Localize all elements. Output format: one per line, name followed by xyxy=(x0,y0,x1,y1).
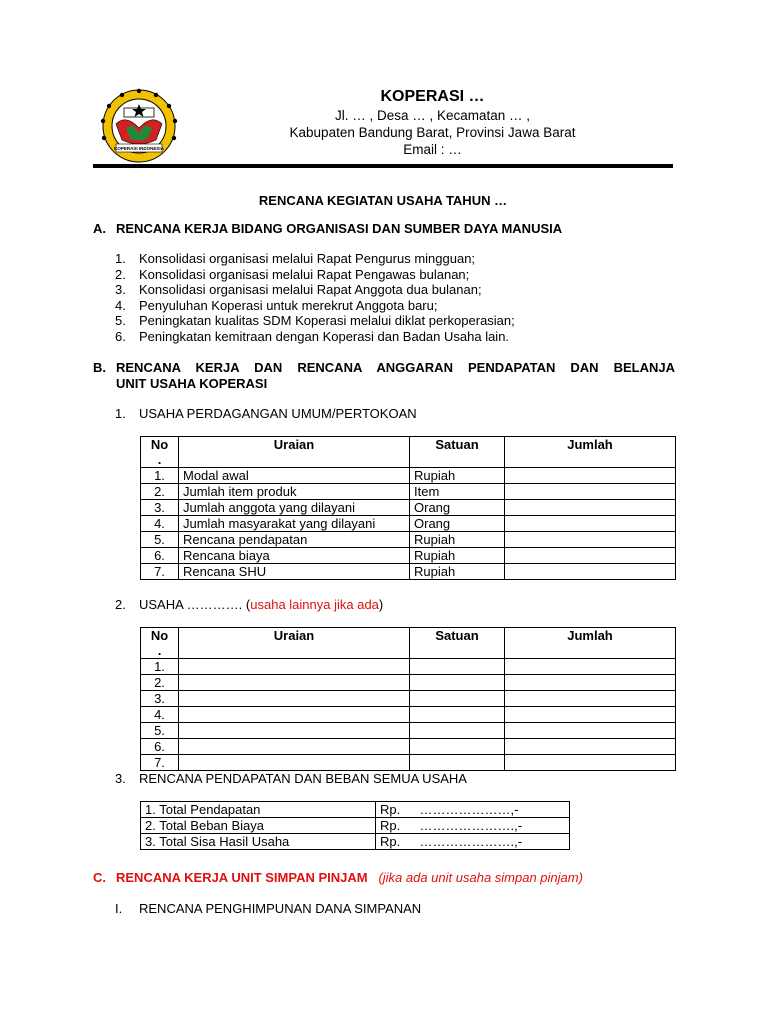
cell-no: 4. xyxy=(141,516,179,532)
subsection-number: 1. xyxy=(115,406,126,421)
table-row xyxy=(141,484,676,500)
cell-jumlah xyxy=(505,516,676,532)
cell-no: 2. xyxy=(141,484,179,500)
cell-jumlah xyxy=(505,707,676,723)
column-header-jumlah: Jumlah xyxy=(505,628,676,659)
table-row xyxy=(141,691,676,707)
list-item xyxy=(115,313,515,328)
cell-uraian xyxy=(179,723,410,739)
cell-jumlah xyxy=(505,532,676,548)
table-row xyxy=(141,532,676,548)
cell-no: 5. xyxy=(141,723,179,739)
email-line: Email : … xyxy=(403,142,462,157)
column-header-uraian: Uraian xyxy=(179,437,410,468)
table-row xyxy=(141,548,676,564)
cell-uraian: Jumlah anggota yang dilayani xyxy=(179,500,410,516)
column-header-satuan: Satuan xyxy=(410,437,505,468)
table-row xyxy=(141,818,570,834)
list-number: 1. xyxy=(115,251,126,266)
note-paren-open: ( xyxy=(245,597,251,612)
koperasi-logo-icon xyxy=(96,88,182,164)
table-row xyxy=(141,659,676,675)
cell-uraian: Modal awal xyxy=(179,468,410,484)
list-number: 2. xyxy=(115,267,126,282)
table-row xyxy=(141,739,676,755)
cell-uraian: Jumlah masyarakat yang dilayani xyxy=(179,516,410,532)
table-row xyxy=(141,723,676,739)
list-item xyxy=(115,251,475,266)
table-row xyxy=(141,707,676,723)
cell-jumlah xyxy=(505,659,676,675)
cell-satuan: Rupiah xyxy=(410,548,505,564)
cell-no: 7. xyxy=(141,564,179,580)
cell-amount: ………………….,- xyxy=(416,818,570,834)
list-item xyxy=(115,282,482,297)
subsection-note: usaha lainnya jika ada xyxy=(250,597,379,612)
list-text: Peningkatan kualitas SDM Koperasi melalui diklat perkoperasian; xyxy=(139,313,515,328)
table-row xyxy=(141,500,676,516)
cell-currency: Rp. xyxy=(376,834,416,850)
subsection-number: 2. xyxy=(115,597,126,612)
section-letter: B. xyxy=(93,360,106,375)
column-header-uraian: Uraian xyxy=(179,628,410,659)
column-header-jumlah: Jumlah xyxy=(505,437,676,468)
cell-no: 7. xyxy=(141,755,179,771)
section-title-line-2: UNIT USAHA KOPERASI xyxy=(116,376,268,391)
cell-satuan xyxy=(410,675,505,691)
cell-uraian xyxy=(179,707,410,723)
table-row xyxy=(141,802,570,818)
cell-no: 2. xyxy=(141,675,179,691)
subsection-2-heading xyxy=(115,597,383,612)
cell-jumlah xyxy=(505,500,676,516)
table-row xyxy=(141,468,676,484)
section-letter: C. xyxy=(93,870,106,885)
cell-jumlah xyxy=(505,675,676,691)
cell-satuan xyxy=(410,659,505,675)
header-divider xyxy=(93,164,673,168)
list-text: Penyuluhan Koperasi untuk merekrut Anggota baru; xyxy=(139,298,438,313)
column-header-satuan: Satuan xyxy=(410,628,505,659)
cell-label: 1. Total Pendapatan xyxy=(141,802,376,818)
table-row xyxy=(141,564,676,580)
cell-no: 6. xyxy=(141,548,179,564)
cell-uraian: Rencana SHU xyxy=(179,564,410,580)
subsection-title: RENCANA PENDAPATAN DAN BEBAN SEMUA USAHA xyxy=(139,771,467,786)
usaha-lainnya-table xyxy=(140,627,676,771)
list-number: 6. xyxy=(115,329,126,344)
cell-satuan: Item xyxy=(410,484,505,500)
subsection-title: RENCANA PENGHIMPUNAN DANA SIMPANAN xyxy=(139,901,422,916)
cell-satuan: Orang xyxy=(410,516,505,532)
cell-jumlah xyxy=(505,755,676,771)
note-paren-close: ) xyxy=(378,597,384,612)
table-header-row xyxy=(141,628,676,659)
table-row xyxy=(141,755,676,771)
cell-label: 2. Total Beban Biaya xyxy=(141,818,376,834)
table-header-row xyxy=(141,437,676,468)
cell-uraian xyxy=(179,755,410,771)
subsection-number: I. xyxy=(115,901,123,916)
cell-uraian xyxy=(179,659,410,675)
cell-jumlah xyxy=(505,564,676,580)
pendapatan-beban-table xyxy=(140,801,570,850)
subsection-1-heading xyxy=(115,406,417,421)
cell-label: 3. Total Sisa Hasil Usaha xyxy=(141,834,376,850)
cell-jumlah xyxy=(505,468,676,484)
table-row xyxy=(141,675,676,691)
cell-no: 3. xyxy=(141,500,179,516)
cell-uraian xyxy=(179,739,410,755)
list-item xyxy=(115,267,469,282)
cell-currency: Rp. xyxy=(376,818,416,834)
cell-no: 5. xyxy=(141,532,179,548)
cell-no: 6. xyxy=(141,739,179,755)
section-c-title-wrap xyxy=(116,870,675,885)
cell-no: 3. xyxy=(141,691,179,707)
column-header-no: No . xyxy=(141,628,179,659)
list-number: 4. xyxy=(115,298,126,313)
cell-satuan xyxy=(410,739,505,755)
cell-jumlah xyxy=(505,484,676,500)
cell-uraian xyxy=(179,691,410,707)
cell-uraian xyxy=(179,675,410,691)
address-line-1: Jl. … , Desa … , Kecamatan … , xyxy=(334,108,531,123)
cell-no: 4. xyxy=(141,707,179,723)
usaha-perdagangan-table xyxy=(140,436,676,580)
cell-satuan xyxy=(410,707,505,723)
cell-satuan: Rupiah xyxy=(410,532,505,548)
list-text: Konsolidasi organisasi melalui Rapat Pengawas bulanan; xyxy=(139,267,470,282)
cell-uraian: Jumlah item produk xyxy=(179,484,410,500)
cell-satuan: Rupiah xyxy=(410,468,505,484)
section-note: (jika ada unit usaha simpan pinjam) xyxy=(378,870,583,885)
address-line-2: Kabupaten Bandung Barat, Provinsi Jawa Barat xyxy=(289,125,576,140)
cell-uraian: Rencana pendapatan xyxy=(179,532,410,548)
cell-jumlah xyxy=(505,548,676,564)
subsection-number: 3. xyxy=(115,771,126,786)
section-title-line-1: RENCANA KERJA DAN RENCANA ANGGARAN PENDAPATAN DAN BELANJA xyxy=(116,360,675,375)
list-number: 3. xyxy=(115,282,126,297)
section-title: RENCANA KERJA BIDANG ORGANISASI DAN SUMBER DAYA MANUSIA xyxy=(116,221,563,236)
logo-text: KOPERASI INDONESIA xyxy=(114,146,164,152)
section-letter: A. xyxy=(93,221,106,236)
cell-jumlah xyxy=(505,739,676,755)
subsection-title: USAHA PERDAGANGAN UMUM/PERTOKOAN xyxy=(139,406,417,421)
subsection-3-heading xyxy=(115,771,467,786)
cell-amount: …………………,- xyxy=(416,802,570,818)
list-item xyxy=(115,329,509,344)
cell-jumlah xyxy=(505,691,676,707)
list-text: Konsolidasi organisasi melalui Rapat Pengurus mingguan; xyxy=(139,251,476,266)
document-title: RENCANA KEGIATAN USAHA TAHUN … xyxy=(258,193,508,208)
organization-name: KOPERASI … xyxy=(380,88,485,105)
cell-no: 1. xyxy=(141,659,179,675)
subsection-title: USAHA …………. xyxy=(139,597,243,612)
list-text: Peningkatan kemitraan dengan Koperasi dan Badan Usaha lain. xyxy=(139,329,510,344)
cell-satuan xyxy=(410,755,505,771)
cell-satuan: Orang xyxy=(410,500,505,516)
subsection-c1-heading xyxy=(115,901,421,916)
list-item xyxy=(115,298,437,313)
cell-no: 1. xyxy=(141,468,179,484)
section-title: RENCANA KERJA UNIT SIMPAN PINJAM xyxy=(116,870,368,885)
cell-jumlah xyxy=(505,723,676,739)
cell-satuan xyxy=(410,723,505,739)
table-row xyxy=(141,516,676,532)
cell-satuan: Rupiah xyxy=(410,564,505,580)
cell-currency: Rp. xyxy=(376,802,416,818)
table-row xyxy=(141,834,570,850)
cell-uraian: Rencana biaya xyxy=(179,548,410,564)
list-text: Konsolidasi organisasi melalui Rapat Anggota dua bulanan; xyxy=(139,282,482,297)
list-number: 5. xyxy=(115,313,126,328)
cell-amount: ………………….,- xyxy=(416,834,570,850)
cell-satuan xyxy=(410,691,505,707)
column-header-no: No . xyxy=(141,437,179,468)
